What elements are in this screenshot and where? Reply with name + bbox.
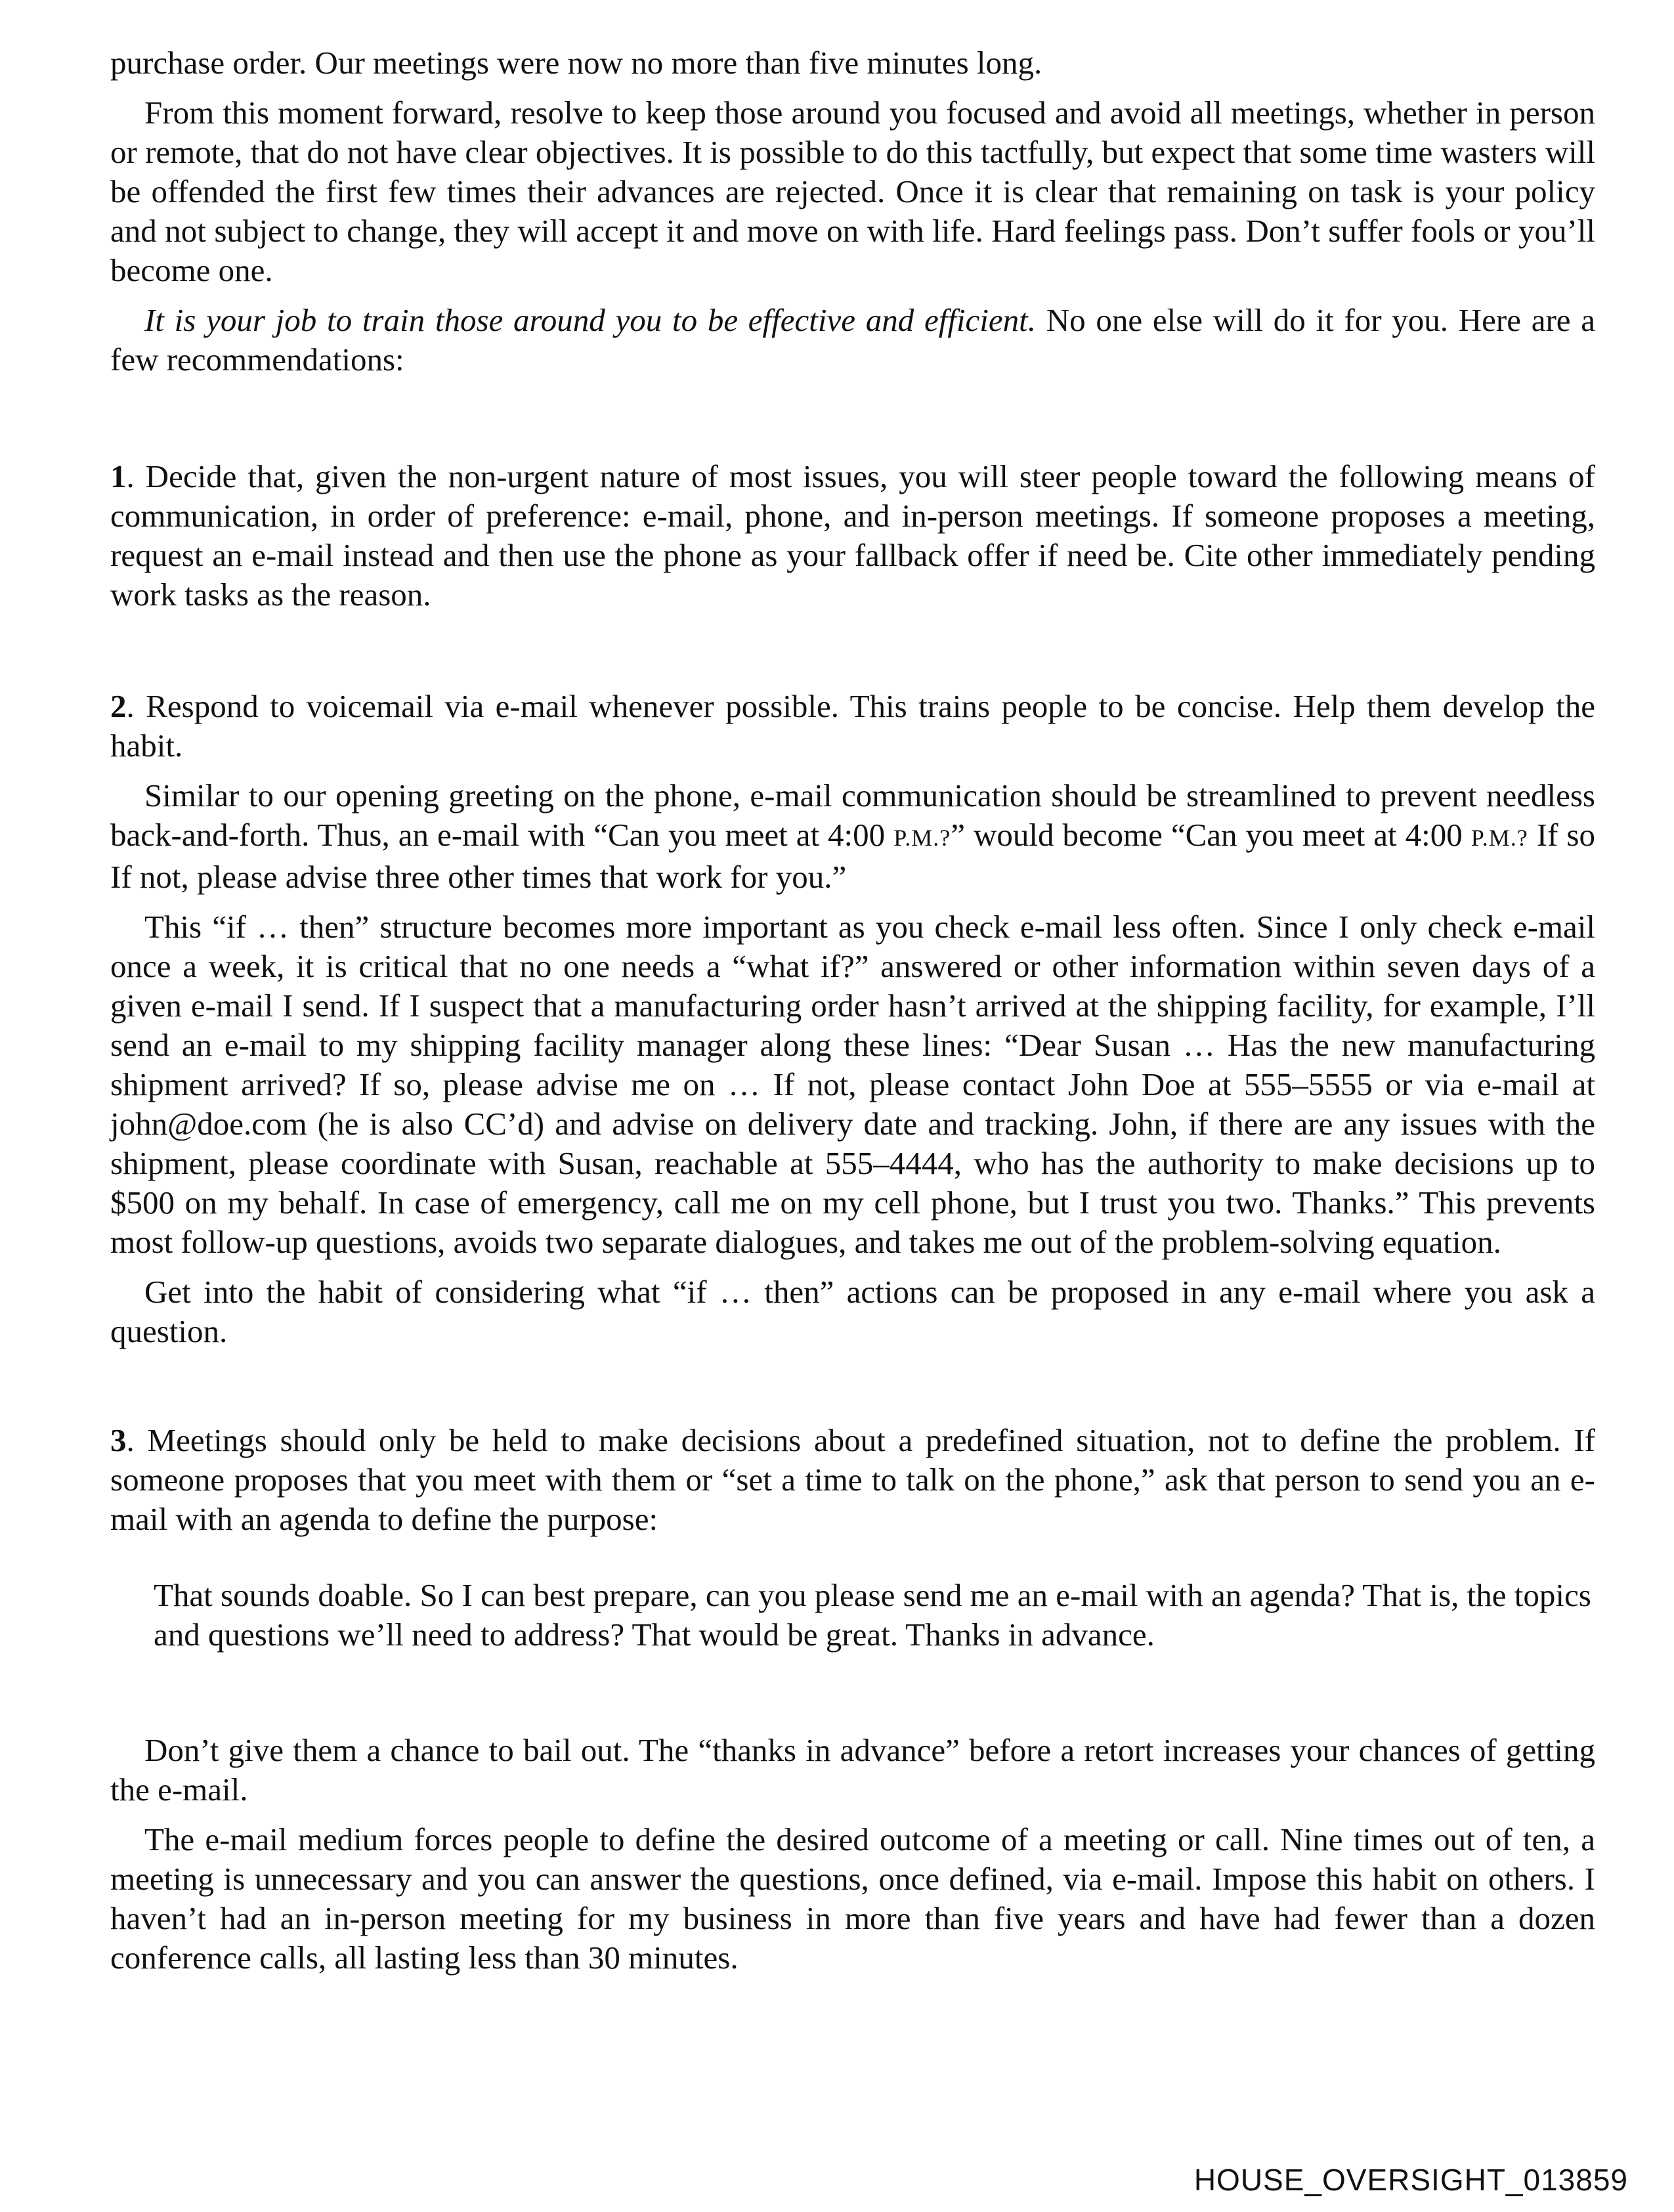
recommendation-text: . Decide that, given the non-urgent nature of most issues, you will steer people toward the following means of communication, in order of preference: e-mail, phone, and in-person meetings. If someone proposes a meeting, request an e-mail instead and then use the phone as your fallback offer if need be. Cite other immediately pending work tasks as the reason. [110, 458, 1595, 613]
recommendation-number: 1 [110, 458, 127, 494]
paragraph-train-rest: No one else will do it for you. Here are a few recommendations: [110, 302, 1595, 378]
recommendation-number: 2 [110, 688, 127, 724]
paragraph-if-then: This “if … then” structure becomes more important as you check e-mail less often. Since I only check e-mail once a week, it is critical that no one needs a “what if?” answered or other information within seven days of a given e-mail I send. If I suspect that a manufacturing order hasn’t arrived at the shipping facility, for example, I’ll send an e-mail to my shipping facility manager along these lines: “Dear Susan … Has the new manufacturing shipment arrived? If so, please advise me on … If not, please contact John Doe at 555–5555 or via e-mail at john@doe.com (he is also CC’d) and advise on delivery date and tracking. John, if there are any issues with the shipment, please coordinate with Susan, reachable at 555–4444, who has the authority to make decisions up to $500 on my behalf. In case of emergency, call me on my cell phone, but I trust you two. Thanks.” This prevents most follow-up questions, avoids two separate dialogues, and takes me out of the problem-solving equation. [110, 909, 1595, 1260]
recommendation-text: . Meetings should only be held to make decisions about a predefined situation, not to define the problem. If someone proposes that you meet with them or “set a time to talk on the phone,” ask that person to send you an e-mail with an agenda to define the purpose: [110, 1422, 1595, 1537]
time-abbreviation: P.M.? [893, 825, 951, 851]
paragraph-continuation: purchase order. Our meetings were now no more than five minutes long. [110, 45, 1042, 81]
paragraph-email-medium: The e-mail medium forces people to define the desired outcome of a meeting or call. Nine times out of ten, a meeting is unnecessary and you can answer the questions, once defined, via e-mail. Impose this habit on others. I haven’t had an in-person meeting for my business in more than five years and have had fewer than a dozen conference calls, all lasting less than 30 minutes. [110, 1821, 1595, 1976]
paragraph-habit: Get into the habit of considering what “if … then” actions can be proposed in any e-mail where you ask a question. [110, 1274, 1595, 1349]
recommendation-text: . Respond to voicemail via e-mail whenever possible. This trains people to be concise. Help them develop the habit. [110, 688, 1595, 764]
recommendation-2 [110, 687, 1595, 766]
paragraph-resolve: From this moment forward, resolve to keep those around you focused and avoid all meetings, whether in person or remote, that do not have clear objectives. It is possible to do this tactfully, but expect that some time wasters will be offended the first few times their advances are rejected. Once it is clear that remaining on task is your policy and not subject to change, they will accept it and move on with life. Hard feelings pass. Don’t suffer fools or you’ll become one. [110, 95, 1595, 288]
block-quote: That sounds doable. So I can best prepare, can you please send me an e-mail with an agenda? That is, the topics and questions we’ll need to address? That would be great. Thanks in advance. [154, 1577, 1591, 1653]
text-segment: If so If not, please advise three other times that work for you.” [110, 817, 1595, 895]
page-body [110, 43, 1595, 1978]
time-abbreviation: P.M.? [1470, 825, 1528, 851]
text-segment: ” would become “Can you meet at 4:00 [951, 817, 1471, 853]
italic-emphasis: It is your job to train those around you to be effective and efficient. [144, 302, 1037, 338]
text-segment: Similar to our opening greeting on the phone, e-mail communication should be streamlined to prevent needless back-and-forth. Thus, an e-mail with “Can you meet at 4:00 [110, 777, 1595, 853]
recommendation-number: 3 [110, 1422, 127, 1458]
paragraph-bail-out: Don’t give them a chance to bail out. The “thanks in advance” before a retort increases your chances of getting the e-mail. [110, 1732, 1595, 1808]
recommendation-1 [110, 457, 1595, 615]
recommendation-3 [110, 1421, 1595, 1539]
bates-number: HOUSE_OVERSIGHT_013859 [1193, 2163, 1628, 2197]
paragraph-train [110, 301, 1595, 380]
paragraph-similar [110, 776, 1595, 897]
